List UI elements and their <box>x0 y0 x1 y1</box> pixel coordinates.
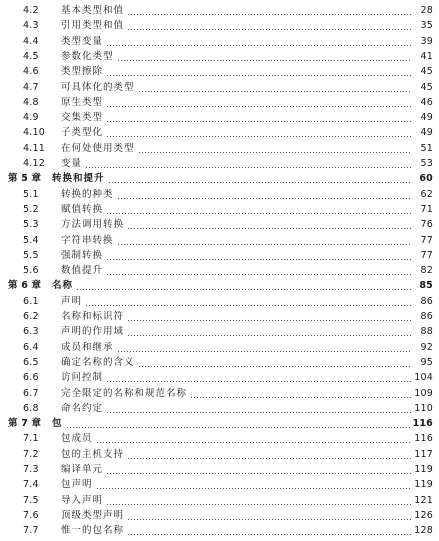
dot-leader <box>127 534 411 535</box>
toc-entry-number: 4.3 <box>23 20 39 32</box>
toc-entry-page-number: 117 <box>414 448 433 460</box>
toc-entry-number: 6.2 <box>23 311 39 322</box>
toc-entry-number: 5.5 <box>23 249 39 261</box>
toc-entry-page-number: 109 <box>414 387 433 399</box>
dot-leader <box>106 45 412 46</box>
toc-entry-number: 4.8 <box>23 96 39 108</box>
toc-entry-title: 惟一的包名称 <box>61 525 125 537</box>
toc-entry-title: 方法调用转换 <box>61 219 125 231</box>
toc-entry-page-number: 45 <box>420 81 433 93</box>
toc-entry-title: 类型擦除 <box>61 66 104 78</box>
toc-entry-page-number: 82 <box>420 265 433 277</box>
toc-entry-number: 4.2 <box>23 5 39 16</box>
dot-leader <box>106 504 411 505</box>
toc-entry-number: 5.3 <box>23 219 39 231</box>
dot-leader <box>117 244 412 245</box>
toc-entry-number: 7.3 <box>23 464 39 475</box>
dot-leader <box>127 335 412 336</box>
toc-entry-page-number: 95 <box>420 356 433 368</box>
toc-entry-number: 7.7 <box>23 525 39 537</box>
toc-entry-title: 赋值转换 <box>61 203 104 215</box>
toc-entry-title: 在何处使用类型 <box>61 142 135 154</box>
dot-leader <box>106 473 411 474</box>
dot-leader <box>127 228 412 229</box>
dot-leader <box>96 442 412 443</box>
toc-entry-title: 基本类型和值 <box>61 5 125 16</box>
toc-entry-page-number: 76 <box>420 219 433 231</box>
toc-entry-title: 包成员 <box>61 433 93 445</box>
dot-leader <box>66 427 410 428</box>
toc-entry-page-number: 119 <box>414 479 433 491</box>
toc-entry-number: 5.4 <box>23 234 39 246</box>
toc-entry-number: 第 7 章 <box>8 418 42 430</box>
toc-entry-page-number: 49 <box>420 112 433 124</box>
toc-entry-page-number: 35 <box>420 20 433 32</box>
toc-entry-page-number: 46 <box>420 96 433 108</box>
toc-entry-title: 完全限定的名称和规范名称 <box>61 387 188 399</box>
toc-entry-title: 确定名称的含义 <box>61 356 135 368</box>
toc-entry-page-number: 77 <box>420 234 433 246</box>
toc-entry-title: 声明 <box>61 295 83 307</box>
toc-entry-title: 包声明 <box>61 479 93 491</box>
toc-entry-page-number: 110 <box>414 402 433 414</box>
toc-entry-number: 5.1 <box>23 188 39 200</box>
toc-entry-number: 4.11 <box>23 142 45 154</box>
dot-leader <box>85 167 412 168</box>
dot-leader <box>127 29 412 30</box>
dot-leader <box>106 381 411 382</box>
toc-entry-number: 4.6 <box>23 66 39 78</box>
dot-leader <box>106 136 412 137</box>
toc-entry-title: 子类型化 <box>61 127 104 139</box>
toc-entry-title: 强制转换 <box>61 249 104 261</box>
toc-entry-title: 转换的种类 <box>61 188 114 200</box>
toc-entry-page-number: 92 <box>420 341 433 353</box>
toc-entry-title: 交集类型 <box>61 112 104 124</box>
toc-entry-page-number: 28 <box>420 5 433 16</box>
toc-entry-page-number: 49 <box>420 127 433 139</box>
toc-entry-page-number: 62 <box>420 188 433 200</box>
toc-entry-page-number: 39 <box>420 35 433 47</box>
toc-entry-page-number: 116 <box>412 418 433 430</box>
toc-entry-title: 成员和继承 <box>61 341 114 353</box>
dot-leader <box>117 351 412 352</box>
toc-entry-title: 访问控制 <box>61 372 104 384</box>
toc-entry-number: 6.3 <box>23 326 39 338</box>
toc-entry-number: 4.5 <box>23 50 39 62</box>
toc-entry-page-number: 77 <box>420 249 433 261</box>
toc-entry-number: 5.6 <box>23 265 39 277</box>
dot-leader <box>85 305 412 306</box>
dot-leader <box>117 198 412 199</box>
dot-leader <box>127 14 412 15</box>
dot-leader <box>106 75 412 76</box>
dot-leader <box>106 274 412 275</box>
dot-leader <box>127 320 412 321</box>
dot-leader <box>138 91 412 92</box>
dot-leader <box>138 366 412 367</box>
toc-entry-page-number: 121 <box>414 494 433 506</box>
toc-entry-page-number: 128 <box>414 525 433 537</box>
toc-entry-page-number: 85 <box>419 280 433 292</box>
dot-leader <box>76 289 412 290</box>
dot-leader <box>106 213 412 214</box>
dot-leader <box>127 458 411 459</box>
toc-entry-title: 声明的作用域 <box>61 326 125 338</box>
toc-entry-page-number: 119 <box>414 464 433 475</box>
toc-entry-page-number: 88 <box>420 326 433 338</box>
toc-entry-title: 参数化类型 <box>61 50 114 62</box>
toc-entry-title: 名称 <box>52 280 74 292</box>
toc-entry-number: 第 5 章 <box>8 173 42 185</box>
toc-entry-title: 变量 <box>61 158 83 169</box>
toc-entry-page-number: 41 <box>420 50 433 62</box>
dot-leader <box>96 488 412 489</box>
toc-entry-number: 4.12 <box>23 158 45 169</box>
toc-entry-number: 6.1 <box>23 295 39 307</box>
toc-entry-title: 名称和标识符 <box>61 311 125 322</box>
toc-entry-number: 6.7 <box>23 387 39 399</box>
toc-entry-page-number: 53 <box>420 158 433 169</box>
dot-leader <box>138 152 412 153</box>
dot-leader <box>190 397 411 398</box>
toc-entry-title: 包的主机支持 <box>61 448 125 460</box>
toc-entry-page-number: 126 <box>414 509 433 521</box>
toc-entry-number: 7.6 <box>23 509 39 521</box>
dot-leader <box>106 121 412 122</box>
toc-entry-number: 6.8 <box>23 402 39 414</box>
toc-entry-number: 4.9 <box>23 112 39 124</box>
toc-entry-number: 6.6 <box>23 372 39 384</box>
toc-entry-page-number: 104 <box>414 372 433 384</box>
toc-entry-title: 数值提升 <box>61 265 104 277</box>
toc-entry-number: 7.1 <box>23 433 39 445</box>
toc-entry-title: 顶级类型声明 <box>61 509 125 521</box>
toc-entry-page-number: 116 <box>414 433 433 445</box>
toc-entry-number: 6.4 <box>23 341 39 353</box>
toc-section-entry <box>23 522 433 539</box>
toc-entry-number: 7.5 <box>23 494 39 506</box>
toc-entry-number: 7.4 <box>23 479 39 491</box>
toc-entry-number: 4.7 <box>23 81 39 93</box>
toc-entry-number: 第 6 章 <box>8 280 42 292</box>
dot-leader <box>108 182 412 183</box>
dot-leader <box>127 519 411 520</box>
toc-entry-title: 包 <box>52 418 63 430</box>
toc-entry-title: 原生类型 <box>61 96 104 108</box>
toc-entry-title: 字符串转换 <box>61 234 114 246</box>
toc-entry-number: 5.2 <box>23 203 39 215</box>
dot-leader <box>106 259 412 260</box>
dot-leader <box>117 60 412 61</box>
toc-entry-number: 4.10 <box>23 127 45 139</box>
toc-entry-title: 导入声明 <box>61 494 104 506</box>
toc-entry-page-number: 45 <box>420 66 433 78</box>
toc-entry-number: 7.2 <box>23 448 39 460</box>
toc-entry-number: 6.5 <box>23 356 39 368</box>
toc-entry-number: 4.4 <box>23 35 39 47</box>
dot-leader <box>106 412 411 413</box>
toc-entry-page-number: 60 <box>419 173 433 185</box>
toc-entry-title: 可具体化的类型 <box>61 81 135 93</box>
dot-leader <box>106 106 412 107</box>
toc-entry-title: 编译单元 <box>61 464 104 475</box>
toc-entry-title: 引用类型和值 <box>61 20 125 32</box>
toc-entry-title: 命名约定 <box>61 402 104 414</box>
toc-entry-page-number: 51 <box>420 142 433 154</box>
toc-entry-title: 类型变量 <box>61 35 104 47</box>
toc-entry-page-number: 71 <box>420 203 433 215</box>
toc-entry-page-number: 86 <box>420 295 433 307</box>
toc-entry-title: 转换和提升 <box>52 173 105 185</box>
toc-entry-page-number: 86 <box>420 311 433 322</box>
